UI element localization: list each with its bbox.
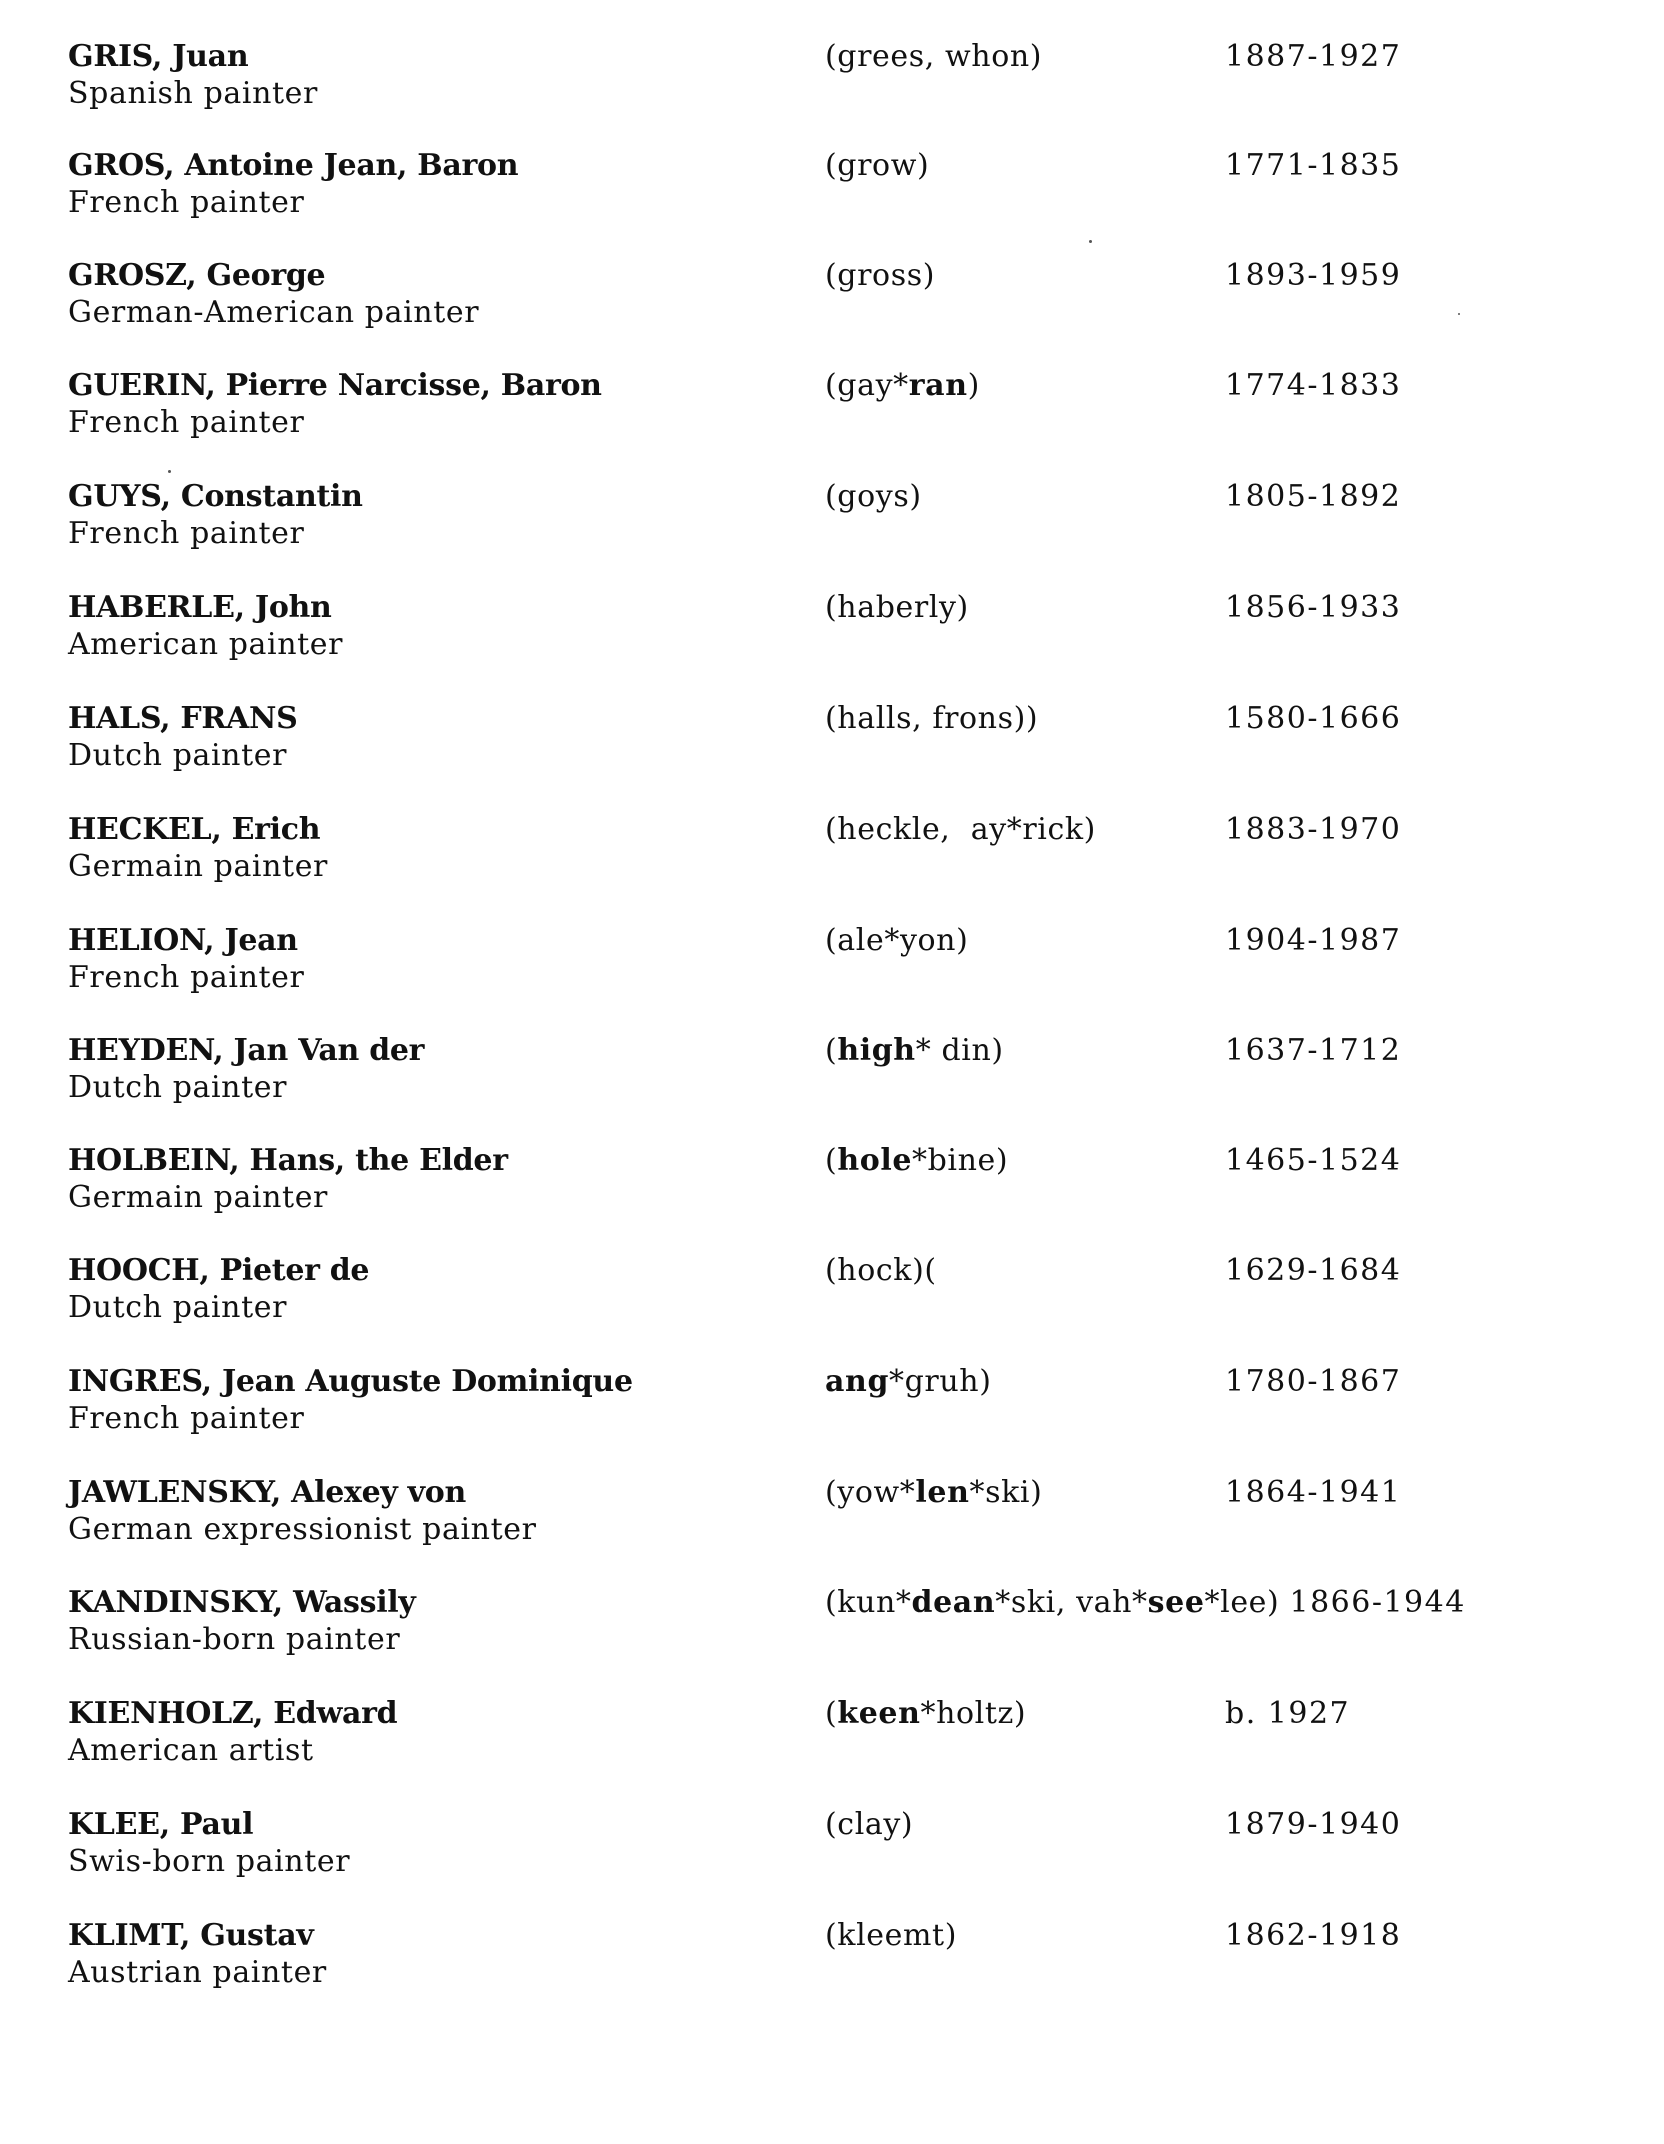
artist-description: Russian-born painter — [68, 1622, 401, 1657]
pronunciation-segment: *ski) — [969, 1475, 1043, 1510]
artist-dates: 1780-1867 — [1225, 1364, 1402, 1399]
artist-pronunciation — [825, 478, 922, 516]
pronunciation-segment: (grees, whon) — [825, 39, 1043, 74]
artist-dates: 1879-1940 — [1225, 1807, 1402, 1842]
artist-name: JAWLENSKY, Alexey von — [68, 1475, 466, 1510]
pronunciation-segment: ( — [825, 1696, 838, 1731]
stressed-syllable: ang — [825, 1364, 890, 1399]
artist-description: American artist — [68, 1733, 314, 1768]
artist-description: Spanish painter — [68, 76, 318, 111]
pronunciation-segment: (kleemt) — [825, 1918, 957, 1953]
artist-entry — [0, 1363, 1664, 1463]
pronunciation-segment: (ale*yon) — [825, 923, 969, 958]
artist-dates: 1771-1835 — [1225, 148, 1402, 183]
artist-dates: b. 1927 — [1225, 1696, 1351, 1731]
artist-pronunciation — [825, 700, 1038, 738]
artist-dates: 1629-1684 — [1225, 1253, 1402, 1288]
artist-description: French painter — [68, 516, 305, 551]
pronunciation-segment: *holtz) — [920, 1696, 1027, 1731]
artist-entry — [0, 811, 1664, 911]
artist-entry — [0, 367, 1664, 467]
artist-entry — [0, 257, 1664, 357]
artist-dates: 1862-1918 — [1225, 1918, 1402, 1953]
artist-pronunciation — [825, 1032, 1004, 1070]
artist-dates: 1893-1959 — [1225, 258, 1402, 293]
artist-entry — [0, 1806, 1664, 1906]
artist-name: HOLBEIN, Hans, the Elder — [68, 1143, 508, 1178]
artist-pronunciation — [825, 1584, 1466, 1622]
pronunciation-segment: *lee) — [1204, 1585, 1280, 1620]
pronunciation-segment: *gruh) — [889, 1364, 992, 1399]
stressed-syllable: see — [1147, 1585, 1205, 1620]
artist-pronunciation — [825, 922, 968, 960]
artist-dates: 1580-1666 — [1225, 701, 1402, 736]
artist-dates: 1805-1892 — [1225, 479, 1402, 514]
pronunciation-segment: (grow) — [825, 148, 930, 183]
artist-pronunciation — [825, 1695, 1026, 1733]
pronunciation-segment: (haberly) — [825, 590, 969, 625]
stressed-syllable: dean — [911, 1585, 996, 1620]
scan-speck — [1089, 240, 1092, 243]
artist-entry — [0, 1474, 1664, 1574]
artist-name: HOOCH, Pieter de — [68, 1253, 370, 1288]
artist-description: Germain painter — [68, 849, 329, 884]
artist-pronunciation — [825, 1252, 937, 1290]
pronunciation-segment: ( — [825, 1143, 838, 1178]
pronunciation-segment: *bine) — [912, 1143, 1009, 1178]
artist-dates: 1866-1944 — [1289, 1585, 1466, 1620]
stressed-syllable: keen — [837, 1696, 921, 1731]
pronunciation-segment: (gay* — [825, 368, 909, 403]
pronunciation-segment: ( — [825, 1033, 838, 1068]
artist-name: HEYDEN, Jan Van der — [68, 1033, 425, 1068]
pronunciation-segment: (halls, frons)) — [825, 701, 1039, 736]
artist-name: KANDINSKY, Wassily — [68, 1585, 416, 1620]
artist-description: German expressionist painter — [68, 1512, 537, 1547]
artist-pronunciation — [825, 811, 1096, 849]
stressed-syllable: len — [915, 1475, 970, 1510]
pronunciation-segment: (hock)( — [825, 1253, 937, 1288]
pronunciation-segment: (kun* — [825, 1585, 912, 1620]
artist-entry — [0, 147, 1664, 247]
artist-dates: 1465-1524 — [1225, 1143, 1402, 1178]
artist-name: GRIS, Juan — [68, 39, 249, 74]
artist-entry — [0, 1917, 1664, 2017]
artist-description: French painter — [68, 960, 305, 995]
artist-pronunciation — [825, 257, 935, 295]
artist-name: KLIMT, Gustav — [68, 1918, 314, 1953]
artist-name: HECKEL, Erich — [68, 812, 321, 847]
pronunciation-segment: (goys) — [825, 479, 922, 514]
artist-entry — [0, 1584, 1664, 1684]
artist-name: GUERIN, Pierre Narcisse, Baron — [68, 368, 602, 403]
artist-entry — [0, 38, 1664, 138]
artist-description: French painter — [68, 185, 305, 220]
artist-name: KIENHOLZ, Edward — [68, 1696, 398, 1731]
artist-name: HELION, Jean — [68, 923, 298, 958]
artist-description: Germain painter — [68, 1180, 329, 1215]
artist-dates: 1864-1941 — [1225, 1475, 1402, 1510]
scan-speck — [1458, 313, 1460, 315]
artist-dates: 1774-1833 — [1225, 368, 1402, 403]
artist-name: INGRES, Jean Auguste Dominique — [68, 1364, 633, 1399]
stressed-syllable: hole — [837, 1143, 913, 1178]
artist-name: GROSZ, George — [68, 258, 326, 293]
artist-pronunciation — [825, 589, 969, 627]
artist-description: German-American painter — [68, 295, 480, 330]
artist-pronunciation — [825, 1363, 992, 1401]
artist-entry — [0, 1142, 1664, 1242]
artist-pronunciation — [825, 1917, 957, 1955]
artist-dates: 1856-1933 — [1225, 590, 1402, 625]
artist-name: KLEE, Paul — [68, 1807, 254, 1842]
artist-pronunciation — [825, 1806, 913, 1844]
artist-dates: 1904-1987 — [1225, 923, 1402, 958]
artist-description: French painter — [68, 1401, 305, 1436]
artist-pronunciation — [825, 38, 1042, 76]
artist-entry — [0, 700, 1664, 800]
artist-description: French painter — [68, 405, 305, 440]
pronunciation-segment: (yow* — [825, 1475, 916, 1510]
artist-pronunciation — [825, 1142, 1008, 1180]
scan-speck — [168, 470, 171, 473]
artist-entry — [0, 1695, 1664, 1795]
pronunciation-segment: (clay) — [825, 1807, 914, 1842]
pronunciation-segment: (heckle, ay*rick) — [825, 812, 1096, 847]
artist-name: GUYS, Constantin — [68, 479, 363, 514]
artist-pronunciation — [825, 367, 980, 405]
artist-description: Dutch painter — [68, 738, 288, 773]
artist-description: Dutch painter — [68, 1290, 288, 1325]
artist-name: HALS, FRANS — [68, 701, 298, 736]
artist-entry — [0, 922, 1664, 1022]
pronunciation-segment: *ski, vah* — [995, 1585, 1148, 1620]
artist-entry — [0, 1032, 1664, 1132]
artist-dates: 1883-1970 — [1225, 812, 1402, 847]
pronunciation-segment: * din) — [915, 1033, 1004, 1068]
artist-pronunciation — [825, 147, 929, 185]
artist-dates: 1637-1712 — [1225, 1033, 1402, 1068]
artist-name: GROS, Antoine Jean, Baron — [68, 148, 519, 183]
artist-entry — [0, 478, 1664, 578]
artist-entry — [0, 589, 1664, 689]
artist-description: Swis-born painter — [68, 1844, 351, 1879]
pronunciation-segment: (gross) — [825, 258, 936, 293]
artist-dates: 1887-1927 — [1225, 39, 1402, 74]
artist-description: Dutch painter — [68, 1070, 288, 1105]
pronunciation-segment: ) — [967, 368, 980, 403]
stressed-syllable: ran — [908, 368, 968, 403]
artist-description: American painter — [68, 627, 344, 662]
artist-name: HABERLE, John — [68, 590, 332, 625]
artist-description: Austrian painter — [68, 1955, 327, 1990]
artist-pronunciation — [825, 1474, 1042, 1512]
artist-entry — [0, 1252, 1664, 1352]
stressed-syllable: high — [837, 1033, 916, 1068]
